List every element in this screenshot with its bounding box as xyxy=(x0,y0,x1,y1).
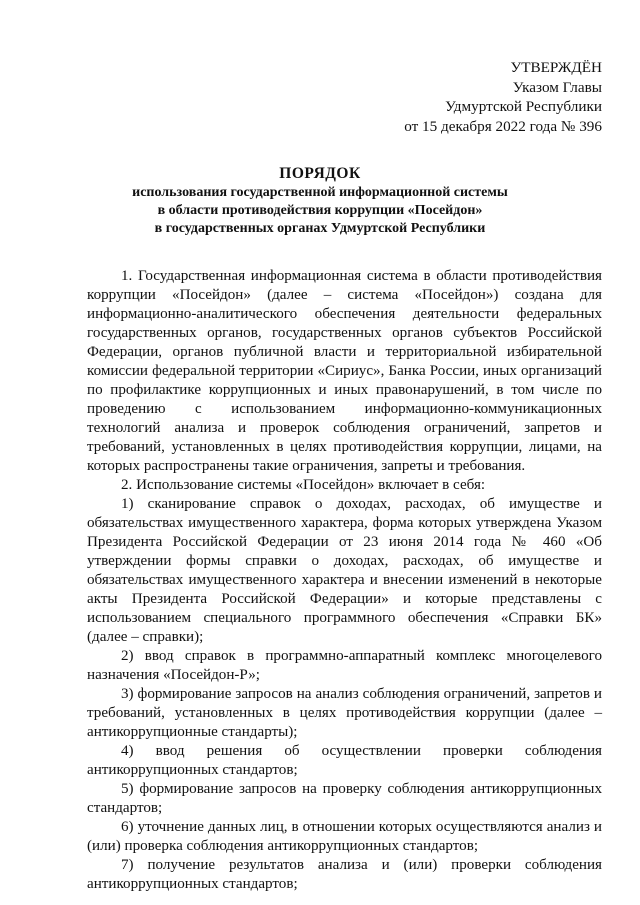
list-item-7: 7) получение результатов анализа и (или) проверки соблюдения антикоррупционных стандартов; xyxy=(87,857,602,892)
approval-stamp xyxy=(404,58,602,136)
document-body xyxy=(87,267,602,894)
approval-decree: Указом Главы xyxy=(512,78,602,96)
paragraph-2: 2. Использование системы «Посейдон» включает в себя: xyxy=(121,477,486,493)
list-item-5: 5) формирование запросов на проверку соблюдения антикоррупционных стандартов; xyxy=(87,781,602,816)
approval-region: Удмуртской Республики xyxy=(445,98,602,115)
paragraph-1: 1. Государственная информационная система в области противодействия коррупции «Посейдон» (далее – система «Посейдон») создана для информационно-аналитического обеспечения деятельности федеральных государственных органов, государственных органов субъектов Российской Федерации, органов публичной власти и территориальной избирательной комиссии федеральной территории «Сириус», Банка России, иных организаций по профилактике коррупционных и иных правонарушений, в том числе по проведению с использованием информационно-коммуникационных технологий анализа и проверок соблюдения ограничений, запретов и требований, установленных в целях противодействия коррупции, лицами, на которых распространены такие ограничения, запреты и требования. xyxy=(87,268,602,474)
list-item-1: 1) сканирование справок о доходах, расходах, об имуществе и обязательствах имущественного характера, форма которых утверждена Указом Президента Российской Федерации от 23 июня 2014 года № 460 «Об утверждении формы справки о доходах, расходах, об имуществе и обязательствах имущественного характера и внесении изменений в некоторые акты Президента Российской Федерации» и которые представлены с использованием специального программного обеспечения «Справки БК» (далее – справки); xyxy=(87,496,602,645)
document-title xyxy=(0,164,640,238)
approval-date: от 15 декабря 2022 года № 396 xyxy=(404,117,602,135)
list-item-3: 3) формирование запросов на анализ соблюдения ограничений, запретов и требований, установленных в целях противодействия коррупции (далее – антикоррупционные стандарты); xyxy=(87,686,602,740)
title-line-1: использования государственной информационной системы xyxy=(132,185,508,200)
title-line-3: в государственных органах Удмуртской Республики xyxy=(154,221,486,236)
title-line-2: в области противодействия коррупции «Посейдон» xyxy=(157,203,483,218)
approval-status: УТВЕРЖДЁН xyxy=(510,59,602,76)
title-main: ПОРЯДОК xyxy=(279,165,361,182)
list-item-2: 2) ввод справок в программно-аппаратный комплекс многоцелевого назначения «Посейдон-Р»; xyxy=(87,648,602,683)
list-item-6: 6) уточнение данных лиц, в отношении которых осуществляются анализ и (или) проверка соблюдения антикоррупционных стандартов; xyxy=(87,819,602,854)
list-item-4: 4) ввод решения об осуществлении проверки соблюдения антикоррупционных стандартов; xyxy=(87,743,602,778)
